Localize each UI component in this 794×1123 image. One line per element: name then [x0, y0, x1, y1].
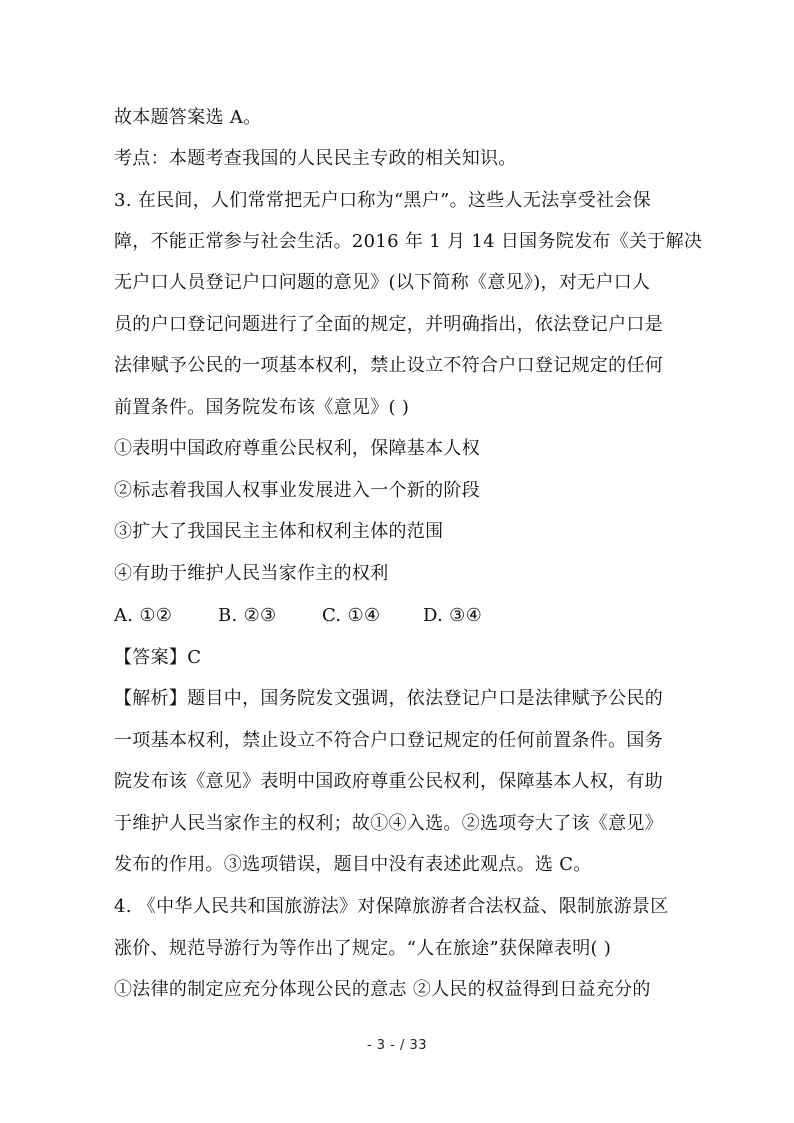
question-4-stem: 4. 《中华人民共和国旅游法》对保障旅游者合法权益、限制旅游景区: [114, 896, 669, 917]
text-line: 于维护人民当家作主的权利；故①④入选。②选项夸大了该《意见》: [114, 813, 663, 834]
text-line: 无户口人员登记户口问题的意见》(以下简称《意见》)，对无户口人: [114, 272, 651, 293]
option-a: A. ①②: [114, 605, 173, 626]
option-c: C. ①④: [322, 605, 381, 626]
text-line: 发布的作用。③选项错误，题目中没有表述此观点。选 C。: [114, 854, 592, 875]
option-d: D. ③④: [423, 605, 483, 626]
text-line: 考点：本题考查我国的人民民主专政的相关知识。: [114, 148, 517, 169]
text-line: 员的户口登记问题进行了全面的规定，并明确指出，依法登记户口是: [114, 314, 663, 335]
text-line: ①法律的制定应充分体现公民的意志 ②人民的权益得到日益充分的: [114, 979, 651, 1000]
statement-4: ④有助于维护人民当家作主的权利: [114, 563, 389, 584]
text-line: 一项基本权利，禁止设立不符合户口登记规定的任何前置条件。国务: [114, 730, 663, 751]
statement-2: ②标志着我国人权事业发展进入一个新的阶段: [114, 480, 480, 501]
text-line: 法律赋予公民的一项基本权利，禁止设立不符合户口登记规定的任何: [114, 355, 663, 376]
statement-1: ①表明中国政府尊重公民权利，保障基本人权: [114, 438, 480, 459]
text-line: 障，不能正常参与社会生活。2016 年 1 月 14 日国务院发布《关于解决: [114, 231, 703, 252]
answer-options: [114, 604, 694, 628]
question-3-stem: 3. 在民间，人们常常把无户口称为“黑户”。这些人无法享受社会保: [114, 190, 651, 211]
page-number: - 3 - / 33: [366, 1038, 428, 1053]
text-line: 故本题答案选 A。: [114, 107, 262, 128]
option-b: B. ②③: [218, 605, 277, 626]
text-line: 前置条件。国务院发布该《意见》( ): [114, 397, 410, 418]
text-line: 涨价、规范导游行为等作出了规定。“人在旅途”获保障表明( ): [114, 938, 612, 959]
analysis-line: 【解析】题目中，国务院发文强调，依法登记户口是法律赋予公民的: [114, 688, 663, 709]
statement-3: ③扩大了我国民主主体和权利主体的范围: [114, 521, 444, 542]
answer-line: 【答案】C: [114, 647, 202, 668]
text-line: 院发布该《意见》表明中国政府尊重公民权利，保障基本人权，有助: [114, 771, 663, 792]
